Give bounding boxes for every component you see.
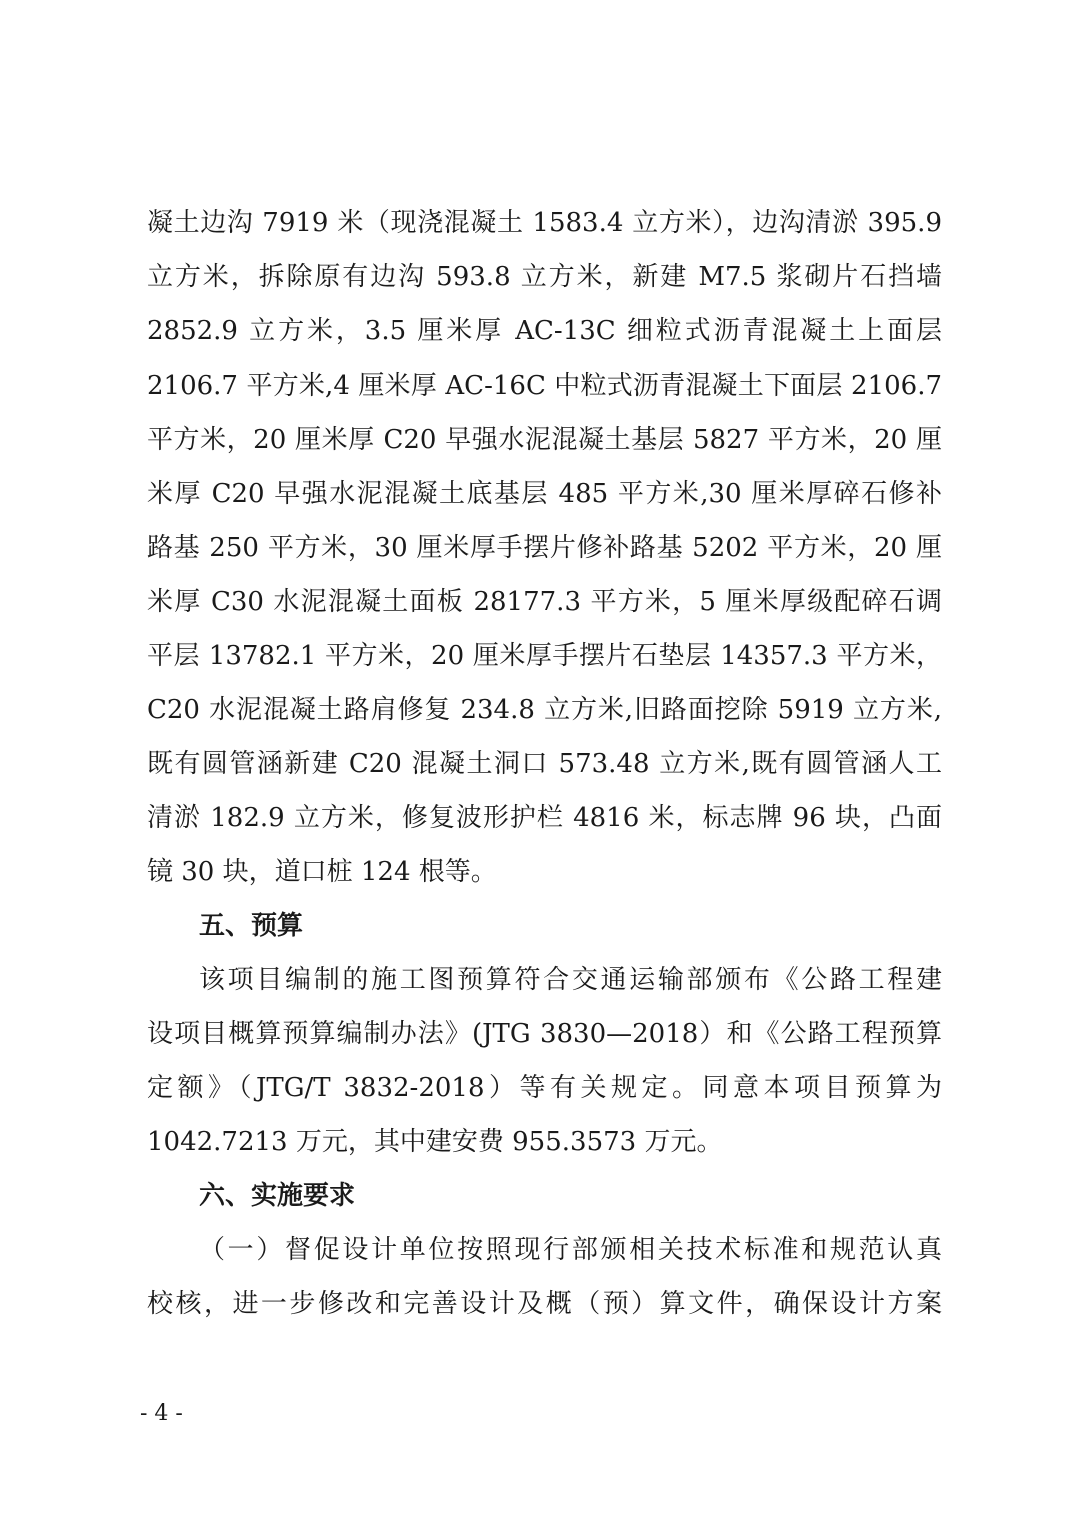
paragraph-line: 平方米，20 厘米厚 C20 早强水泥混凝土基层 5827 平方米，20 厘: [147, 425, 942, 455]
paragraph-line: 设项目概算预算编制办法》(JTG 3830—2018）和《公路工程预算: [147, 1019, 942, 1049]
paragraph-line: 既有圆管涵新建 C20 混凝土洞口 573.48 立方米,既有圆管涵人工: [147, 749, 942, 779]
paragraph-line: 定额》（JTG/T 3832-2018）等有关规定。同意本项目预算为: [147, 1073, 942, 1103]
paragraph-line: （一）督促设计单位按照现行部颁相关技术标准和规范认真: [199, 1235, 942, 1265]
paragraph-line: 校核，进一步修改和完善设计及概（预）算文件，确保设计方案: [147, 1289, 942, 1319]
paragraph-line: 平层 13782.1 平方米，20 厘米厚手摆片石垫层 14357.3 平方米，: [147, 641, 942, 671]
section-heading-budget: 五、预算: [199, 911, 304, 941]
paragraph-line: 立方米，拆除原有边沟 593.8 立方米，新建 M7.5 浆砌片石挡墙: [147, 262, 942, 292]
paragraph-line: 路基 250 平方米，30 厘米厚手摆片修补路基 5202 平方米，20 厘: [147, 533, 942, 563]
paragraph-line: 米厚 C30 水泥混凝土面板 28177.3 平方米，5 厘米厚级配碎石调: [147, 587, 942, 617]
paragraph-line: 2852.9 立方米，3.5 厘米厚 AC-13C 细粒式沥青混凝土上面层: [147, 316, 942, 346]
paragraph-line: 1042.7213 万元，其中建安费 955.3573 万元。: [147, 1127, 723, 1157]
paragraph-line: 镜 30 块，道口桩 124 根等。: [147, 857, 497, 887]
paragraph-line: 2106.7 平方米,4 厘米厚 AC-16C 中粒式沥青混凝土下面层 2106.7: [147, 371, 942, 401]
paragraph-line: 清淤 182.9 立方米，修复波形护栏 4816 米，标志牌 96 块，凸面: [147, 803, 942, 833]
paragraph-line: C20 水泥混凝土路肩修复 234.8 立方米,旧路面挖除 5919 立方米,: [147, 695, 942, 725]
paragraph-line: 米厚 C20 早强水泥混凝土底基层 485 平方米,30 厘米厚碎石修补: [147, 479, 942, 509]
section-heading-requirements: 六、实施要求: [199, 1181, 356, 1211]
page-number: - 4 -: [140, 1401, 183, 1426]
paragraph-line: 凝土边沟 7919 米（现浇混凝土 1583.4 立方米），边沟清淤 395.9: [147, 208, 942, 238]
paragraph-line: 该项目编制的施工图预算符合交通运输部颁布《公路工程建: [199, 965, 942, 995]
